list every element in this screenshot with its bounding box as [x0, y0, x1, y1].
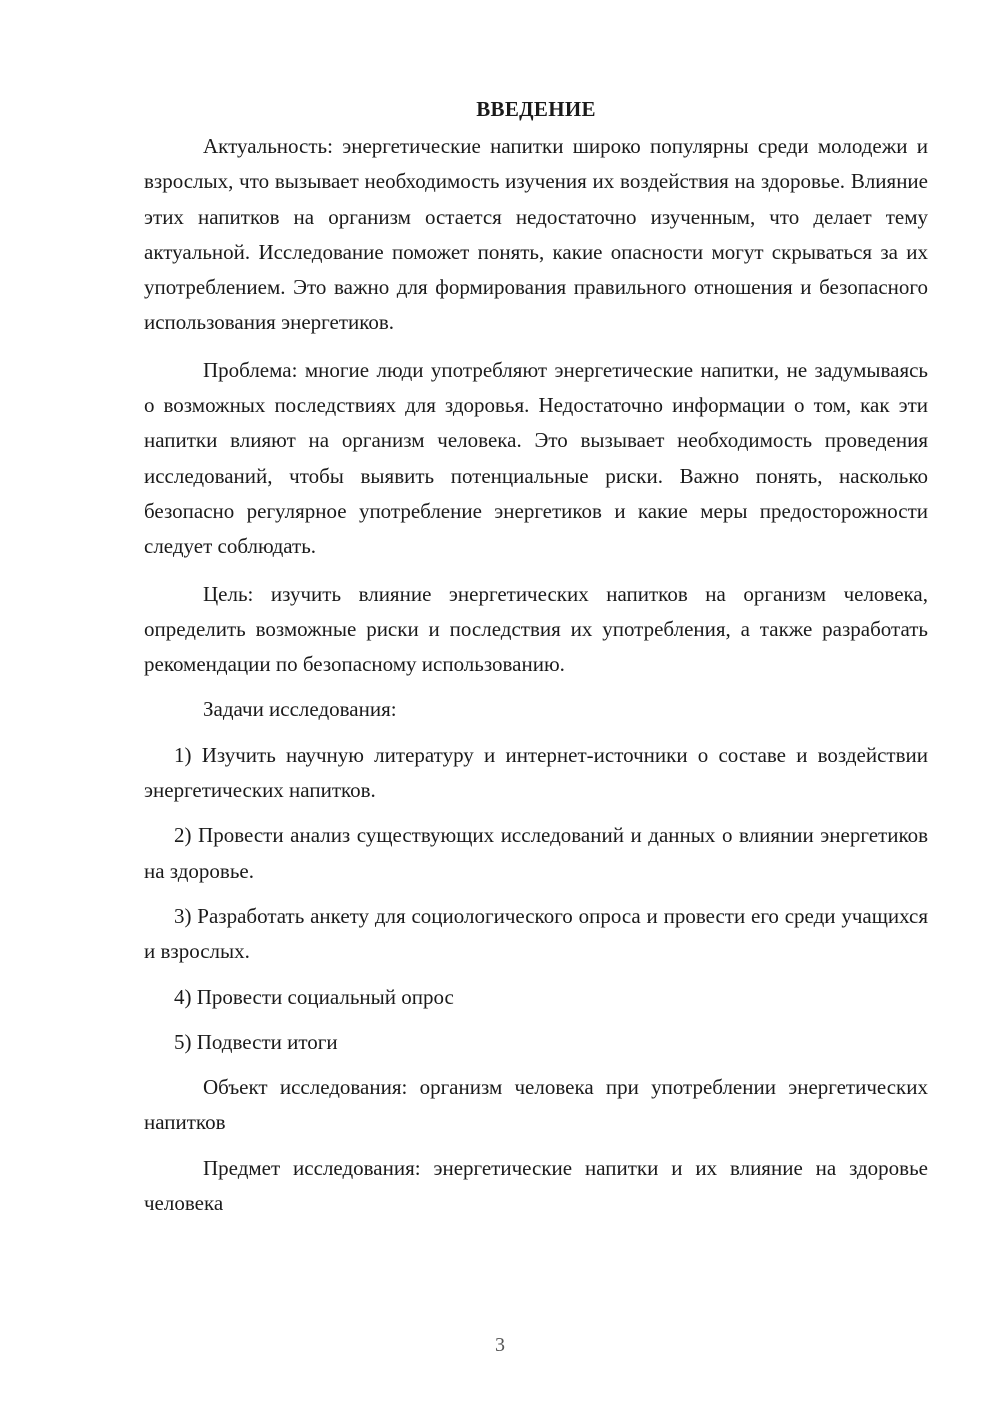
paragraph-goal: Цель: изучить влияние энергетических напитков на организм человека, определить возможные риски и последствия их употребления, а также разработать рекомендации по безопасному использованию. [144, 581, 928, 677]
task-item: 5) Подвести итоги [174, 1029, 338, 1054]
task-item: 1) Изучить научную литературу и интернет-источники о составе и воздействии энергетических напитков. [144, 742, 928, 803]
page-title: ВВЕДЕНИЕ [476, 97, 596, 121]
paragraph-subject: Предмет исследования: энергетические напитки и их влияние на здоровье человека [144, 1155, 928, 1216]
document-page [144, 92, 928, 1231]
paragraph-actuality: Актуальность: энергетические напитки широко популярны среди молодежи и взрослых, что вызывает необходимость изучения их воздействия на здоровье. Влияние этих напитков на организм остается недостаточно изученным, что делает тему актуальной. Исследование поможет понять, какие опасности могут скрываться за их употреблением. Это важно для формирования правильного отношения и безопасного использования энергетиков. [144, 134, 928, 335]
paragraph-object: Объект исследования: организм человека при употреблении энергетических напитков [144, 1075, 928, 1135]
page-number: 3 [495, 1334, 505, 1356]
tasks-heading: Задачи исследования: [203, 697, 397, 722]
task-item: 4) Провести социальный опрос [174, 984, 454, 1009]
task-item: 2) Провести анализ существующих исследований и данных о влиянии энергетиков на здоровье. [144, 823, 928, 883]
paragraph-problem: Проблема: многие люди употребляют энергетические напитки, не задумываясь о возможных последствиях для здоровья. Недостаточно информации о том, как эти напитки влияют на организм человека. Это вызывает необходимость проведения исследований, чтобы выявить потенциальные риски. Важно понять, насколько безопасно регулярное употребление энергетиков и какие меры предосторожности следует соблюдать. [144, 357, 928, 559]
task-item: 3) Разработать анкету для социологического опроса и провести его среди учащихся и взрослых. [144, 903, 928, 964]
